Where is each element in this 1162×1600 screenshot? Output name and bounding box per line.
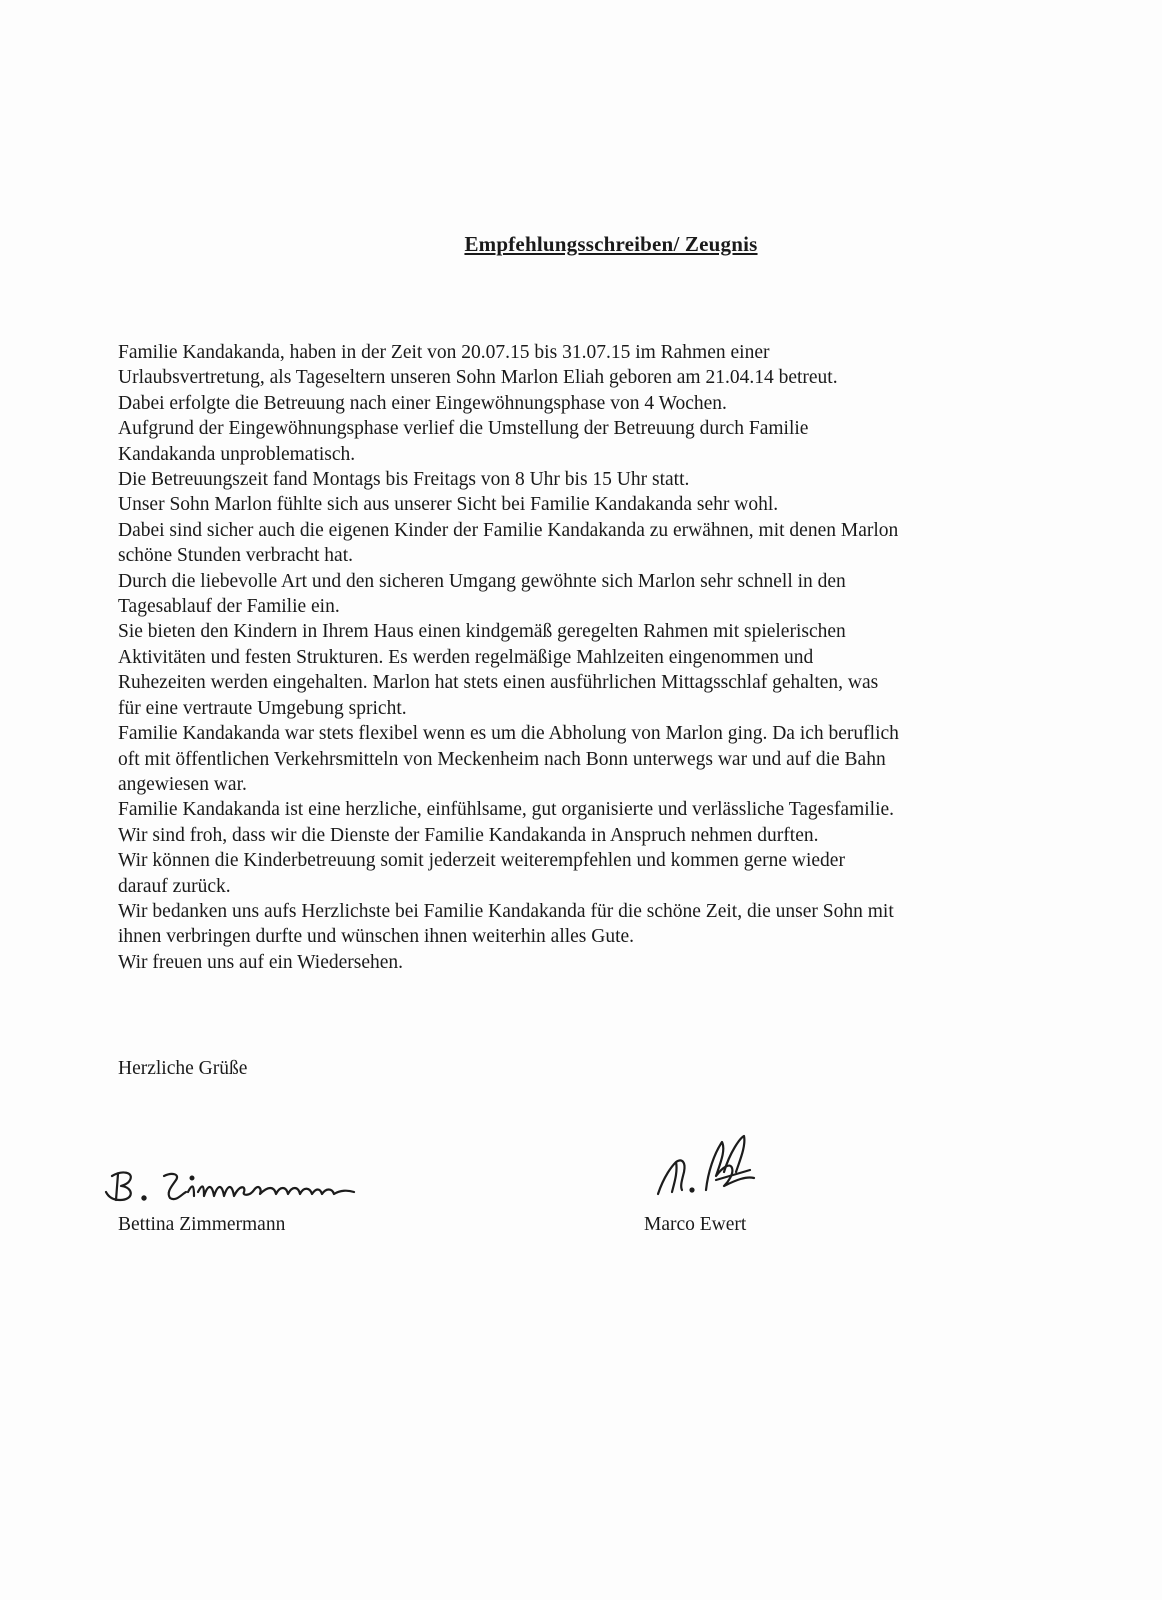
body-line: Familie Kandakanda war stets flexibel wenn es um die Abholung von Marlon ging. Da ich beruflich <box>118 723 899 745</box>
body-line: für eine vertraute Umgebung spricht. <box>118 697 407 719</box>
body-line: schöne Stunden verbracht hat. <box>118 545 354 567</box>
closing-greeting: Herzliche Grüße <box>118 1058 248 1079</box>
signatory-name-left: Bettina Zimmermann <box>118 1214 286 1235</box>
body-line: oft mit öffentlichen Verkehrsmitteln von Meckenheim nach Bonn unterwegs war und auf die Bahn <box>118 748 886 770</box>
body-line: Tagesablauf der Familie ein. <box>118 596 340 618</box>
signatory-name-right: Marco Ewert <box>644 1214 747 1235</box>
body-line: Dabei erfolgte die Betreuung nach einer Eingewöhnungsphase von 4 Wochen. <box>118 392 727 414</box>
body-line: Sie bieten den Kindern in Ihrem Haus einen kindgemäß geregelten Rahmen mit spielerischen <box>118 621 846 643</box>
body-line: angewiesen war. <box>118 773 247 795</box>
body-line: Aktivitäten und festen Strukturen. Es werden regelmäßige Mahlzeiten eingenommen und <box>118 646 814 668</box>
body-line: Wir freuen uns auf ein Wiedersehen. <box>118 951 404 973</box>
body-line: Durch die liebevolle Art und den sicheren Umgang gewöhnte sich Marlon sehr schnell in den <box>118 570 846 592</box>
handwritten-signature-ewert <box>650 1132 790 1207</box>
body-line: Wir bedanken uns aufs Herzlichste bei Familie Kandakanda für die schöne Zeit, die unser Sohn mit <box>118 900 894 922</box>
body-line: Wir können die Kinderbetreuung somit jederzeit weiterempfehlen und kommen gerne wieder <box>118 850 845 872</box>
handwritten-signature-zimmermann <box>100 1162 420 1212</box>
body-line: Familie Kandakanda, haben in der Zeit von 20.07.15 bis 31.07.15 im Rahmen einer <box>118 342 770 363</box>
body-line: Urlaubsvertretung, als Tageseltern unseren Sohn Marlon Eliah geboren am 21.04.14 betreut. <box>118 367 838 389</box>
body-line: Aufgrund der Eingewöhnungsphase verlief die Umstellung der Betreuung durch Familie <box>118 418 809 440</box>
body-line: darauf zurück. <box>118 875 231 897</box>
body-line: Familie Kandakanda ist eine herzliche, einfühlsame, gut organisierte und verlässliche Tagesfamilie. <box>118 799 895 821</box>
document-title: Empfehlungsschreiben/ Zeugnis <box>464 232 758 256</box>
body-line: Ruhezeiten werden eingehalten. Marlon hat stets einen ausführlichen Mittagsschlaf gehalten, was <box>118 672 879 694</box>
body-line: Unser Sohn Marlon fühlte sich aus unserer Sicht bei Familie Kandakanda sehr wohl. <box>118 494 779 516</box>
body-line: Dabei sind sicher auch die eigenen Kinder der Familie Kandakanda zu erwähnen, mit denen Marlon <box>118 519 899 541</box>
body-line: Wir sind froh, dass wir die Dienste der Familie Kandakanda in Anspruch nehmen durften. <box>118 824 819 846</box>
body-line: Kandakanda unproblematisch. <box>118 443 356 465</box>
letter-body <box>118 340 1038 975</box>
body-line: ihnen verbringen durfte und wünschen ihnen weiterhin alles Gute. <box>118 926 635 948</box>
body-line: Die Betreuungszeit fand Montags bis Freitags von 8 Uhr bis 15 Uhr statt. <box>118 469 690 491</box>
